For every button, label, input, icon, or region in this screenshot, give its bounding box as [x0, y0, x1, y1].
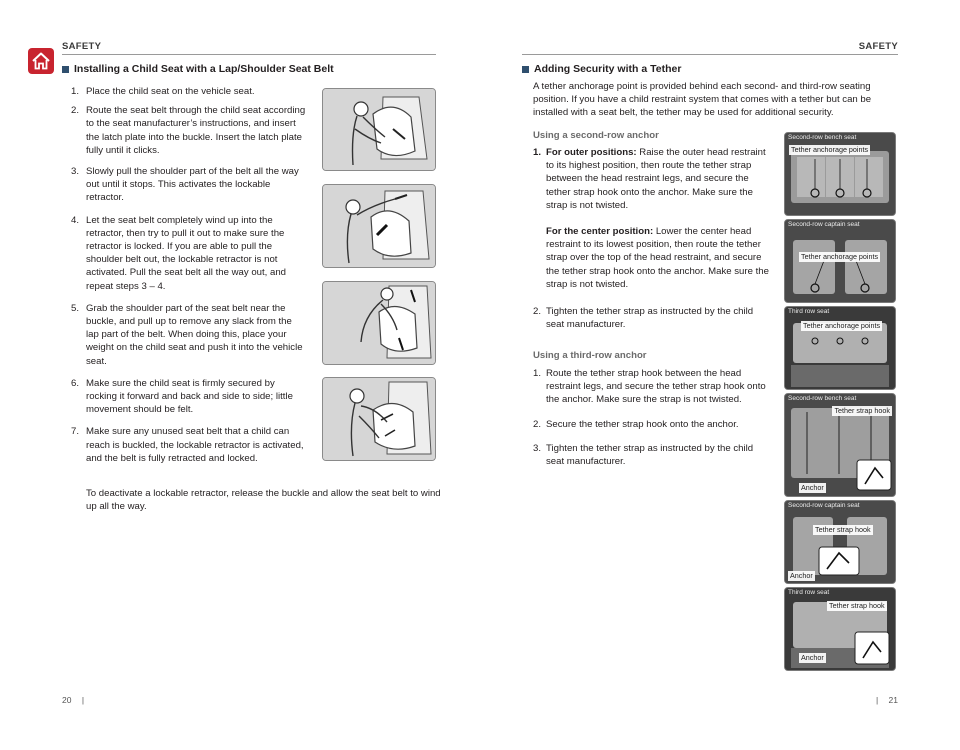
left-footer-note: To deactivate a lockable retractor, release the buckle and allow the seat belt to wind up all the way.: [86, 488, 441, 513]
callout-tether-anchorage-points: Tether anchorage points: [801, 252, 879, 261]
right-section-title: [522, 63, 681, 75]
photo-third-row-anchors: Third row seat Tether anchorage points: [784, 306, 896, 390]
right-header-rule: [522, 54, 898, 55]
left-step-1: 1. Place the child seat on the vehicle seat.: [71, 86, 255, 97]
section-square-icon: [522, 66, 529, 73]
photo-second-row-captain-anchors: Second-row captain seat Tether anchorage points: [784, 219, 896, 303]
third-row-heading: Using a third-row anchor: [533, 350, 647, 361]
callout-anchor: Anchor: [790, 571, 813, 580]
left-step-7: 7. Make sure any unused seat belt that a child can reach is buckled, the lockable retractor is activated, and the belt is fully retracted and locked.: [71, 426, 304, 464]
second-row-heading: Using a second-row anchor: [533, 130, 659, 141]
center-position-instruction: For the center position: Lower the center head restraint to its lowest position, then route the tether strap over the top of the head restraint, and secure the tether strap hook onto the anchor. Make sure the strap is not twisted.: [546, 226, 769, 290]
home-button[interactable]: [28, 48, 54, 74]
third-row-step-3: 3. Tighten the tether strap as instructed by the child seat manufacturer.: [533, 442, 754, 468]
photo-third-row-hook: Third row seat Tether strap hook Anchor: [784, 587, 896, 671]
callout-anchor: Anchor: [801, 483, 824, 492]
second-row-step-1: 1. For outer positions: Raise the outer head restraint to its highest position, then route the tether strap between the head restraint legs, and secure the tether strap hook onto the anchor. Make sure the strap is not twisted. For the center position: Lower the center head restraint to its lowest position, then route the tether strap over the top of the head restraint, and secure the tether strap hook onto the anchor. Make sure the strap is not twisted.: [533, 146, 771, 291]
callout-tether-strap-hook: Tether strap hook: [829, 601, 885, 610]
right-section-label: SAFETY: [858, 41, 898, 52]
callout-tether-anchorage-points: Tether anchorage points: [791, 145, 869, 154]
third-row-step-2: 2. Secure the tether strap hook onto the anchor.: [533, 418, 739, 430]
right-title-text: Adding Security with a Tether: [534, 63, 682, 75]
left-step-3: 3. Slowly pull the shoulder part of the belt all the way out until it stops. This activates the lockable retractor.: [71, 166, 299, 204]
photo-second-row-bench-hook: Second-row bench seat Tether strap hook Anchor: [784, 393, 896, 497]
left-title-text: Installing a Child Seat with a Lap/Shoulder Seat Belt: [74, 63, 334, 75]
left-page-number: 20 |: [62, 695, 85, 705]
illustration-step-2: [322, 88, 436, 171]
outer-position-instruction: For outer positions: Raise the outer head restraint to its highest position, then route the tether strap between the head restraint legs, and secure the tether strap hook onto the anchor. Make sure the strap is not twisted.: [546, 147, 766, 211]
left-steps-list: [71, 85, 306, 465]
illustration-step-5: [322, 281, 436, 365]
left-step-4: 4. Let the seat belt completely wind up into the retractor, then try to pull it out to make sure the retractor is locked. If you are able to pull the shoulder belt out, the lockable retractor is not activated. Pull the seat belt all the way out, and repeat steps 3 – 4.: [71, 214, 286, 292]
second-row-step-2: 2. Tighten the tether strap as instructed by the child seat manufacturer.: [533, 306, 754, 331]
right-intro: A tether anchorage point is provided behind each second- and third-row seating position. If you have a child restraint system that comes with a tether but can be installed with a seat belt, the tether may be used for additional security.: [533, 81, 872, 119]
illustration-step-3: [322, 184, 436, 268]
left-step-6: 6. Make sure the child seat is firmly secured by rocking it forward and back and side to side; little movement should be felt.: [71, 377, 293, 416]
illustration-step-6: [322, 377, 436, 461]
callout-tether-anchorage-points: Tether anchorage points: [803, 321, 881, 330]
callout-anchor: Anchor: [801, 653, 824, 662]
left-step-2: 2. Route the seat belt through the child seat according to the seat manufacturer’s instructions, and insert the latch plate into the buckle. Insert the latch plate fully until it clicks.: [71, 105, 306, 156]
third-row-step-1: 1. Route the tether strap hook between the head restraint legs, and secure the tether strap hook onto the anchor. Make sure the strap is not twisted.: [533, 368, 766, 406]
left-section-title: [62, 63, 334, 75]
section-square-icon: [62, 66, 69, 73]
right-page-number: | 21: [875, 695, 898, 705]
callout-tether-strap-hook: Tether strap hook: [834, 406, 890, 415]
home-icon: [28, 48, 54, 74]
callout-tether-strap-hook: Tether strap hook: [815, 525, 871, 534]
left-section-label: SAFETY: [62, 41, 102, 52]
photo-second-row-captain-hook: Second-row captain seat Tether strap hook Anchor: [784, 500, 896, 584]
left-step-5: 5. Grab the shoulder part of the seat belt near the buckle, and pull up to remove any slack from the lap part of the belt. When doing this, place your weight on the child seat and push it into the vehicle seat.: [71, 302, 303, 367]
left-header-rule: [62, 54, 436, 55]
third-row-steps-list: [533, 367, 771, 468]
photo-second-row-bench-anchors: Second-row bench seat Tether anchorage points: [784, 132, 896, 216]
